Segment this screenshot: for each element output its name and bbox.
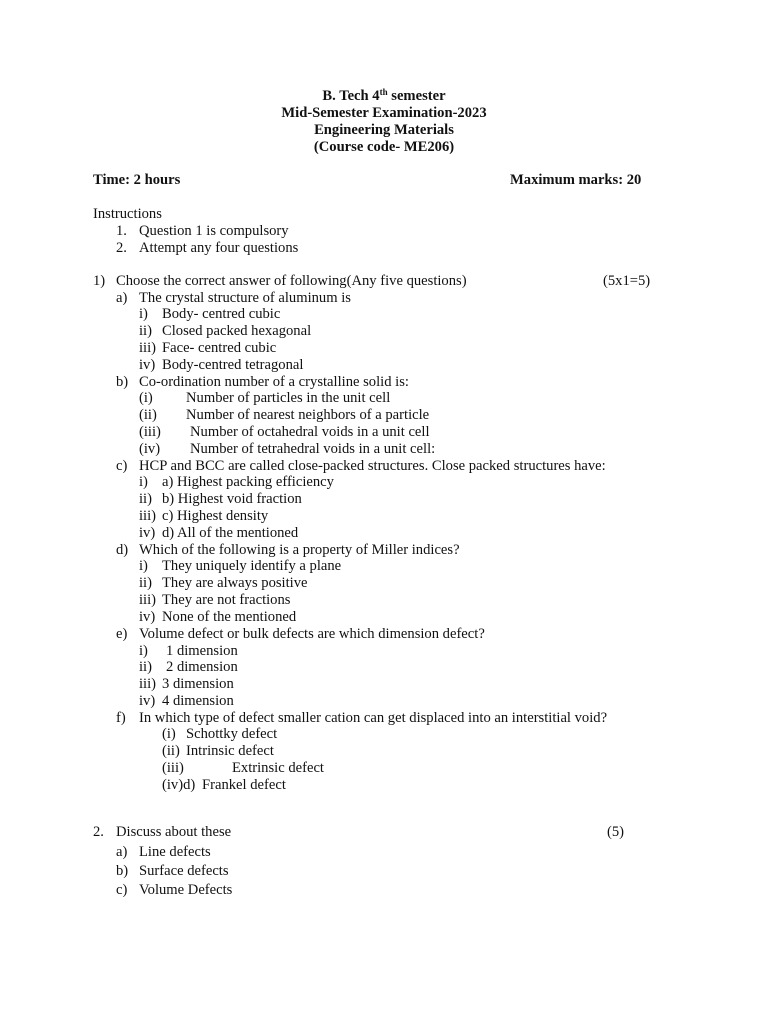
option-mark: (iv)d) bbox=[162, 777, 196, 793]
q1-part-text: Volume defect or bulk defects are which dimension defect? bbox=[139, 626, 485, 642]
instruction-text: Question 1 is compulsory bbox=[139, 223, 289, 239]
option-text: 1 dimension bbox=[166, 643, 238, 659]
option-mark: (iii) bbox=[162, 760, 184, 776]
option-text: Intrinsic defect bbox=[186, 743, 274, 759]
option-text: They are not fractions bbox=[162, 592, 291, 608]
option-mark: (ii) bbox=[162, 743, 180, 759]
option-text: Body-centred tetragonal bbox=[162, 357, 304, 373]
option-mark: (i) bbox=[139, 390, 153, 406]
option-mark: iv) bbox=[139, 609, 156, 625]
option-text: They uniquely identify a plane bbox=[162, 558, 342, 574]
option-mark: iv) bbox=[139, 357, 156, 373]
option-mark: i) bbox=[139, 474, 148, 490]
q1-part-label: e) bbox=[116, 626, 128, 642]
header-subject: Engineering Materials bbox=[314, 122, 454, 138]
option-mark: i) bbox=[139, 558, 148, 574]
option-text: Number of particles in the unit cell bbox=[186, 390, 391, 406]
q2-item-text: Volume Defects bbox=[139, 882, 233, 898]
option-mark: (iii) bbox=[139, 424, 161, 440]
option-text: c) Highest density bbox=[162, 508, 269, 524]
option-text: None of the mentioned bbox=[162, 609, 297, 625]
option-mark: i) bbox=[139, 306, 148, 322]
q2-marks: (5) bbox=[607, 824, 625, 840]
header-program-text: B. Tech 4 bbox=[322, 88, 380, 104]
q1-part-text: HCP and BCC are called close-packed structures. Close packed structures have: bbox=[139, 458, 606, 474]
q2-item-text: Surface defects bbox=[139, 863, 229, 879]
option-mark: iii) bbox=[139, 508, 157, 524]
option-text: Extrinsic defect bbox=[232, 760, 324, 776]
option-text: Frankel defect bbox=[202, 777, 286, 793]
option-text: Schottky defect bbox=[186, 726, 278, 742]
q1-part-label: d) bbox=[116, 542, 129, 558]
option-mark: iii) bbox=[139, 592, 157, 608]
option-mark: ii) bbox=[139, 491, 152, 507]
q1-part-text: Which of the following is a property of Miller indices? bbox=[139, 542, 460, 558]
option-text: Number of tetrahedral voids in a unit cell: bbox=[190, 441, 436, 457]
option-mark: (i) bbox=[162, 726, 176, 742]
option-text: Number of octahedral voids in a unit cell bbox=[190, 424, 430, 440]
header-program-sup: th bbox=[379, 87, 388, 97]
q2-number: 2. bbox=[93, 824, 104, 840]
q1-part-text: In which type of defect smaller cation can get displaced into an interstitial void? bbox=[139, 710, 608, 726]
option-mark: (ii) bbox=[139, 407, 157, 423]
option-text: 4 dimension bbox=[162, 693, 234, 709]
q1-part-text: The crystal structure of aluminum is bbox=[139, 290, 351, 306]
option-mark: (iv) bbox=[139, 441, 161, 457]
q1-part-text: Co-ordination number of a crystalline solid is: bbox=[139, 374, 409, 390]
q1-part-label: b) bbox=[116, 374, 129, 390]
max-marks-label: Maximum marks: 20 bbox=[510, 172, 642, 188]
option-mark: iii) bbox=[139, 676, 157, 692]
option-mark: iv) bbox=[139, 525, 156, 541]
time-label: Time: 2 hours bbox=[93, 172, 181, 188]
instruction-text: Attempt any four questions bbox=[139, 240, 299, 256]
option-text: Closed packed hexagonal bbox=[162, 323, 312, 339]
q2-item-label: a) bbox=[116, 844, 128, 860]
option-text: They are always positive bbox=[162, 575, 308, 591]
q2-text: Discuss about these bbox=[116, 824, 232, 840]
header-program bbox=[0, 88, 768, 105]
option-text: Face- centred cubic bbox=[162, 340, 277, 356]
q2-item-label: c) bbox=[116, 882, 128, 898]
instruction-num: 1. bbox=[116, 223, 127, 239]
option-text: Number of nearest neighbors of a particle bbox=[186, 407, 430, 423]
header-exam: Mid-Semester Examination-2023 bbox=[281, 105, 487, 121]
option-mark: ii) bbox=[139, 575, 152, 591]
header-program-suffix: semester bbox=[387, 88, 446, 104]
option-text: a) Highest packing efficiency bbox=[162, 474, 334, 490]
option-text: Body- centred cubic bbox=[162, 306, 281, 322]
q1-text: Choose the correct answer of following(Any five questions) bbox=[116, 273, 467, 289]
option-mark: iv) bbox=[139, 693, 156, 709]
option-text: 2 dimension bbox=[166, 659, 238, 675]
q1-part-label: a) bbox=[116, 290, 128, 306]
option-mark: i) bbox=[139, 643, 148, 659]
q1-number: 1) bbox=[93, 273, 106, 289]
option-text: b) Highest void fraction bbox=[162, 491, 302, 507]
option-mark: iii) bbox=[139, 340, 157, 356]
header-course-code: (Course code- ME206) bbox=[313, 139, 455, 155]
instruction-num: 2. bbox=[116, 240, 127, 256]
q1-part-label: c) bbox=[116, 458, 128, 474]
option-text: d) All of the mentioned bbox=[162, 525, 299, 541]
option-text: 3 dimension bbox=[162, 676, 234, 692]
option-mark: ii) bbox=[139, 659, 152, 675]
instructions-title: Instructions bbox=[93, 206, 162, 222]
option-mark: ii) bbox=[139, 323, 152, 339]
q1-part-label: f) bbox=[116, 710, 126, 726]
q1-marks: (5x1=5) bbox=[603, 273, 651, 289]
q2-item-label: b) bbox=[116, 863, 129, 879]
q2-item-text: Line defects bbox=[139, 844, 211, 860]
